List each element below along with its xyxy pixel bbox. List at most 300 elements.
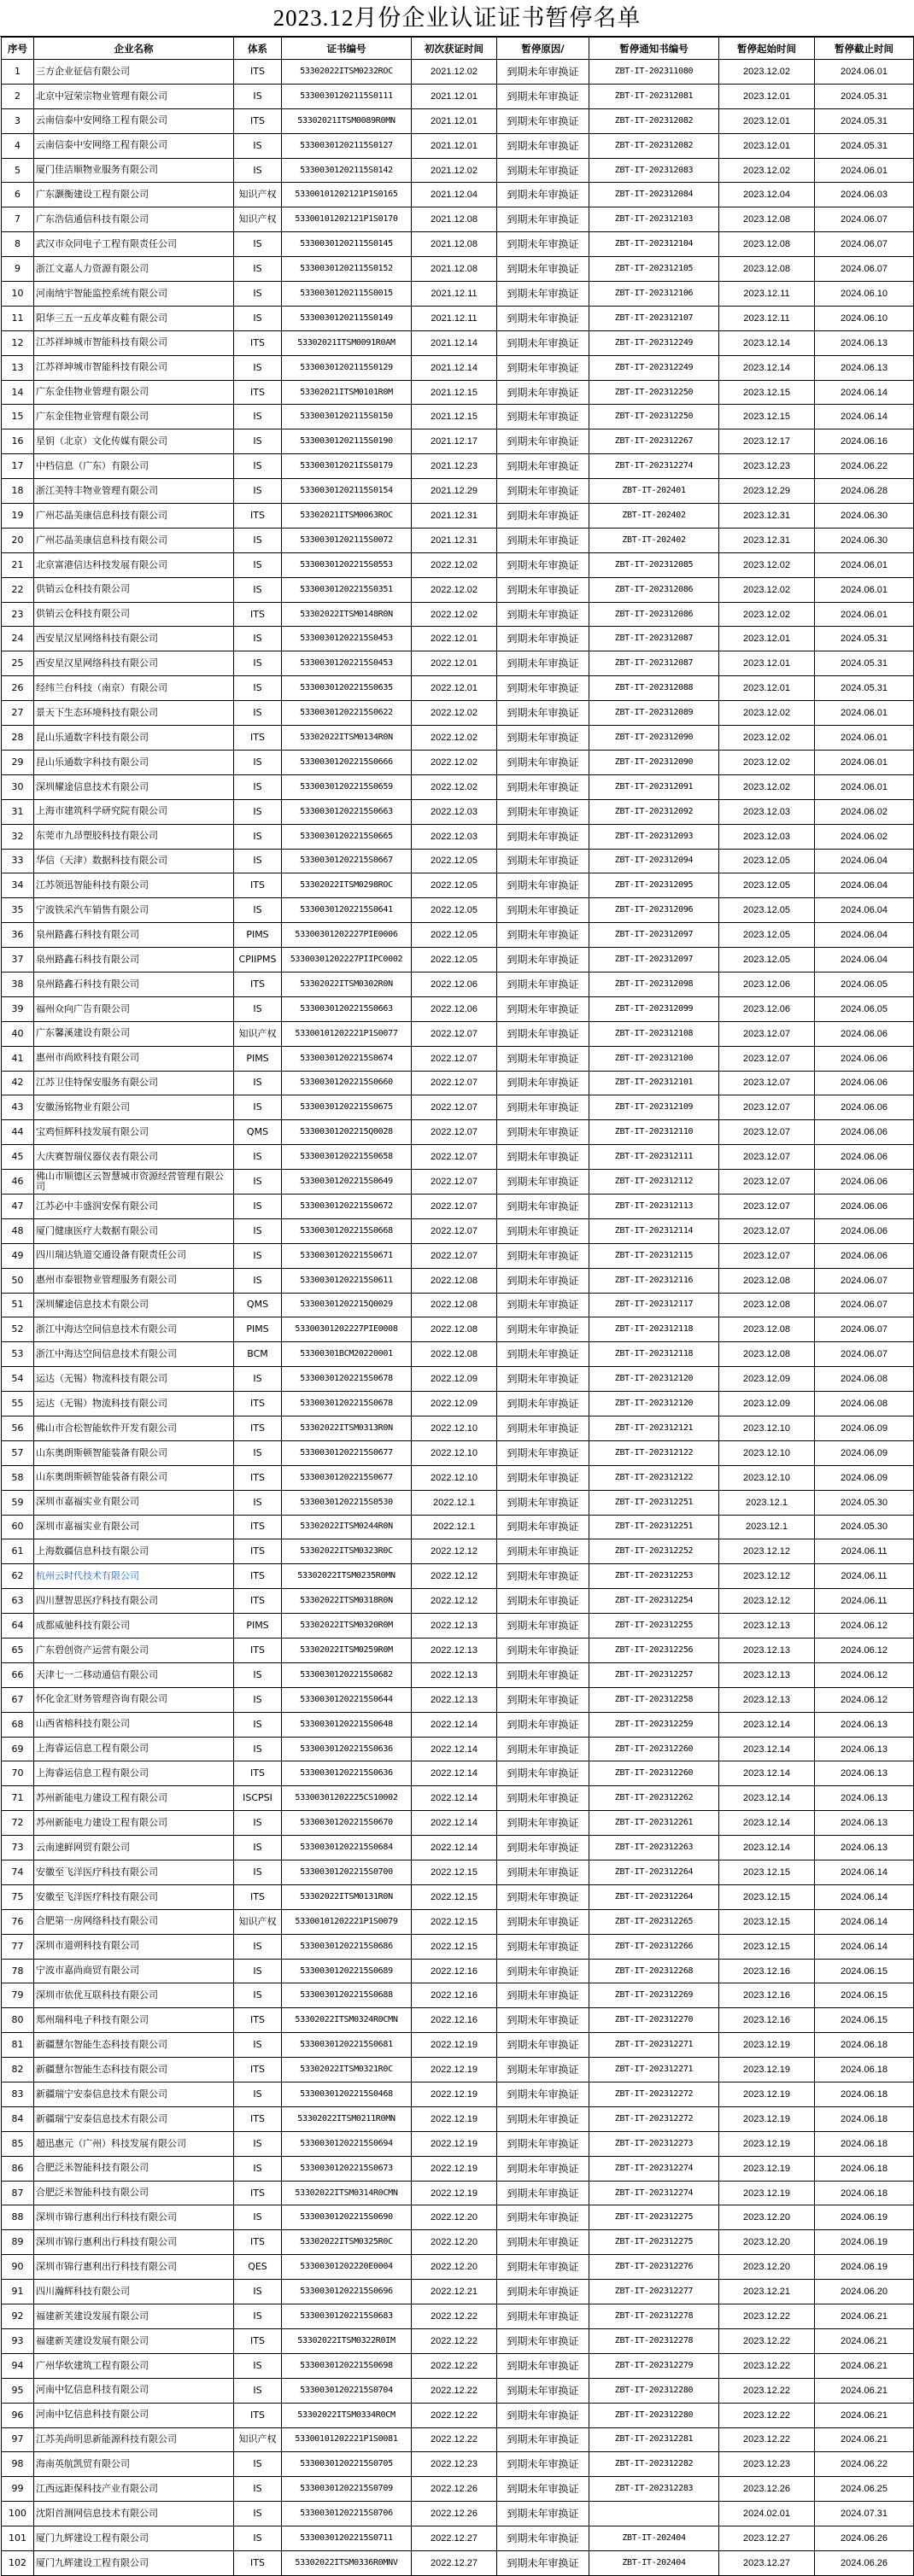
first-date: 2022.12.08: [412, 1317, 497, 1342]
first-date: 2022.12.01: [412, 627, 497, 651]
suspend-start: 2023.12.22: [719, 2304, 815, 2329]
suspend-end: 2024.06.06: [815, 1243, 914, 1268]
notice-number: [589, 2502, 719, 2526]
table-row: [2, 577, 914, 602]
suspend-start: 2023.12.15: [719, 1909, 815, 1934]
suspend-start: 2023.12.05: [719, 948, 815, 973]
first-date: 2022.12.02: [412, 552, 497, 577]
notice-number: ZBT-IT-202401: [589, 479, 719, 504]
table-row: [2, 2082, 914, 2107]
suspend-start: 2023.12.19: [719, 2181, 815, 2205]
notice-number: ZBT-IT-202312262: [589, 1786, 719, 1811]
first-date: 2022.12.05: [412, 923, 497, 948]
company-name: 深圳市嘉福实业有限公司: [34, 1515, 234, 1539]
first-date: 2022.12.02: [412, 750, 497, 774]
first-date: 2022.12.21: [412, 2280, 497, 2304]
suspend-end: 2024.06.14: [815, 1884, 914, 1909]
notice-number: ZBT-IT-202312278: [589, 2328, 719, 2353]
company-name: 景天下生态环境科技有限公司: [34, 701, 234, 726]
row-index: 6: [2, 183, 34, 207]
suspend-reason: 到期未年审换证: [497, 306, 589, 330]
suspend-end: 2024.06.06: [815, 1194, 914, 1218]
system: IS: [234, 133, 282, 158]
row-index: 22: [2, 577, 34, 602]
suspend-start: 2023.12.15: [719, 405, 815, 429]
notice-number: ZBT-IT-202312114: [589, 1218, 719, 1243]
notice-number: ZBT-IT-202312108: [589, 1021, 719, 1046]
suspend-reason: 到期未年审换证: [497, 207, 589, 232]
suspend-start: 2023.12.02: [719, 158, 815, 183]
table-row: [2, 1071, 914, 1095]
suspend-end: 2024.06.05: [815, 996, 914, 1021]
first-date: 2021.12.31: [412, 528, 497, 552]
company-name: 江苏领迅智能科技有限公司: [34, 873, 234, 898]
notice-number: ZBT-IT-202312097: [589, 923, 719, 948]
notice-number: ZBT-IT-202312082: [589, 133, 719, 158]
suspend-reason: 到期未年审换证: [497, 158, 589, 183]
table-row: [2, 1367, 914, 1392]
table-row: [2, 1712, 914, 1737]
company-name: 云南信泰中安网络工程有限公司: [34, 108, 234, 133]
company-name: 浙江美特丰物业管理有限公司: [34, 479, 234, 504]
table-row: [2, 2156, 914, 2181]
system: IS: [234, 1218, 282, 1243]
row-index: 5: [2, 158, 34, 183]
table-row: [2, 158, 914, 183]
row-index: 20: [2, 528, 34, 552]
first-date: 2022.12.16: [412, 2008, 497, 2033]
notice-number: ZBT-IT-202312090: [589, 726, 719, 751]
first-date: 2022.12.07: [412, 1145, 497, 1170]
company-name: 深圳市道朔科技有限公司: [34, 1934, 234, 1959]
suspend-start: 2023.12.11: [719, 282, 815, 307]
company-name: 郑州瑞科电子科技有限公司: [34, 2008, 234, 2033]
company-name: 江苏卫佳特保安服务有限公司: [34, 1071, 234, 1095]
system: ITS: [234, 1589, 282, 1614]
suspend-start: 2023.12.12: [719, 1564, 815, 1589]
suspend-start: 2023.12.19: [719, 2131, 815, 2156]
cert-number: 53300301202215S0658: [282, 1145, 412, 1170]
suspend-end: 2024.06.07: [815, 1342, 914, 1367]
cert-number: 53300301202215Q0028: [282, 1120, 412, 1145]
suspend-end: 2024.06.01: [815, 701, 914, 726]
table-row: [2, 726, 914, 751]
row-index: 94: [2, 2353, 34, 2378]
cert-number: 53302021ITSM0063ROC: [282, 504, 412, 529]
row-index: 15: [2, 405, 34, 429]
company-name: 深圳市依优互联科技有限公司: [34, 1983, 234, 2008]
table-row: [2, 1342, 914, 1367]
cert-number: 53300301202215S0684: [282, 1836, 412, 1860]
suspend-reason: 到期未年审换证: [497, 1194, 589, 1218]
table-row: [2, 405, 914, 429]
suspend-end: 2024.06.16: [815, 429, 914, 454]
header-index: 序号: [2, 38, 34, 60]
system: IS: [234, 1983, 282, 2008]
system: IS: [234, 1145, 282, 1170]
cert-number: 53300301202215S0660: [282, 1071, 412, 1095]
company-name: 合肥泛米智能科技有限公司: [34, 2181, 234, 2205]
table-row: [2, 2058, 914, 2082]
suspend-reason: 到期未年审换证: [497, 232, 589, 257]
notice-number: ZBT-IT-202312111: [589, 1145, 719, 1170]
suspend-reason: 到期未年审换证: [497, 282, 589, 307]
notice-number: ZBT-IT-202312107: [589, 306, 719, 330]
table-row: [2, 1392, 914, 1417]
system: IS: [234, 1071, 282, 1095]
row-index: 26: [2, 676, 34, 701]
table-row: [2, 1293, 914, 1317]
notice-number: ZBT-IT-202312261: [589, 1811, 719, 1836]
company-name: 华信（天津）数据科技有限公司: [34, 849, 234, 873]
company-name: 江苏美尚明思新能源科技有限公司: [34, 2427, 234, 2452]
suspension-table: [1, 37, 914, 2576]
table-row: [2, 2181, 914, 2205]
notice-number: ZBT-IT-202312094: [589, 849, 719, 873]
notice-number: ZBT-IT-202312249: [589, 355, 719, 380]
suspend-end: 2024.06.07: [815, 207, 914, 232]
system: IS: [234, 2526, 282, 2551]
company-name: 新疆瑞宁安泰信息技术有限公司: [34, 2106, 234, 2131]
first-date: 2022.12.20: [412, 2230, 497, 2255]
company-name: 天津七一二移动通信有限公司: [34, 1662, 234, 1687]
suspend-start: 2023.12.07: [719, 1243, 815, 1268]
notice-number: ZBT-IT-202312095: [589, 873, 719, 898]
notice-number: ZBT-IT-202312275: [589, 2230, 719, 2255]
company-name: 合肥第一房网络科技有限公司: [34, 1909, 234, 1934]
first-date: 2022.12.02: [412, 577, 497, 602]
row-index: 16: [2, 429, 34, 454]
suspend-start: 2023.12.22: [719, 2427, 815, 2452]
table-row: [2, 429, 914, 454]
row-index: 79: [2, 1983, 34, 2008]
cert-number: 53302022ITSM0148R0N: [282, 602, 412, 627]
notice-number: ZBT-IT-202312274: [589, 454, 719, 479]
first-date: 2022.12.13: [412, 1614, 497, 1638]
notice-number: ZBT-IT-202312264: [589, 1860, 719, 1885]
suspend-end: 2024.06.11: [815, 1564, 914, 1589]
suspend-reason: 到期未年审换证: [497, 676, 589, 701]
row-index: 93: [2, 2328, 34, 2353]
row-index: 84: [2, 2106, 34, 2131]
suspend-reason: 到期未年审换证: [497, 701, 589, 726]
suspend-start: 2023.12.12: [719, 1539, 815, 1564]
row-index: 101: [2, 2526, 34, 2551]
notice-number: ZBT-IT-202312274: [589, 2181, 719, 2205]
system: IS: [234, 1440, 282, 1465]
table-row: [2, 1811, 914, 1836]
suspend-reason: 到期未年审换证: [497, 1392, 589, 1417]
row-index: 76: [2, 1909, 34, 1934]
suspend-reason: 到期未年审换证: [497, 1983, 589, 2008]
company-name: 新疆瑞宁安泰信息技术有限公司: [34, 2082, 234, 2107]
row-index: 85: [2, 2131, 34, 2156]
table-row: [2, 1465, 914, 1490]
cert-number: 53300301202215S0611: [282, 1268, 412, 1293]
suspend-start: 2023.12.10: [719, 1416, 815, 1440]
system: IS: [234, 552, 282, 577]
cert-number: 53300301202215S0666: [282, 750, 412, 774]
cert-number: 53300301202115S0127: [282, 133, 412, 158]
first-date: 2022.12.01: [412, 676, 497, 701]
company-name: 泉州路鑫石科技有限公司: [34, 972, 234, 996]
system: IS: [234, 1243, 282, 1268]
suspend-start: 2023.12.01: [719, 651, 815, 676]
row-index: 21: [2, 552, 34, 577]
suspend-start: 2023.12.14: [719, 1761, 815, 1786]
cert-number: 53300301202215S0689: [282, 1959, 412, 1983]
system: IS: [234, 2156, 282, 2181]
system: IS: [234, 2502, 282, 2526]
suspend-start: 2023.12.14: [719, 1786, 815, 1811]
cert-number: 53300301202215S0681: [282, 2033, 412, 2058]
suspend-reason: 到期未年审换证: [497, 873, 589, 898]
suspend-reason: 到期未年审换证: [497, 2156, 589, 2181]
cert-number: 53300101202221P1S0079: [282, 1909, 412, 1934]
suspend-start: 2023.12.10: [719, 1440, 815, 1465]
company-name: 广州芯晶美康信息科技有限公司: [34, 528, 234, 552]
system: 知识产权: [234, 183, 282, 207]
company-name: 佛山市顺德区云智慧城市资源经营管理有限公司: [34, 1170, 234, 1195]
row-index: 2: [2, 84, 34, 108]
company-name: 宝鸡恒辉科技发展有限公司: [34, 1120, 234, 1145]
suspend-end: 2024.06.13: [815, 1786, 914, 1811]
company-name: 新疆慧尔智能生态科技有限公司: [34, 2058, 234, 2082]
suspend-end: 2024.06.25: [815, 2477, 914, 2502]
company-name: 广东金佳物业管理有限公司: [34, 380, 234, 405]
company-name: 厦门佳洁顺物业服务有限公司: [34, 158, 234, 183]
row-index: 36: [2, 923, 34, 948]
table-body: [2, 60, 914, 2576]
notice-number: ZBT-IT-202312103: [589, 207, 719, 232]
cert-number: 53300301202215S0682: [282, 1662, 412, 1687]
table-row: [2, 1490, 914, 1515]
system: IS: [234, 1959, 282, 1983]
system: IS: [234, 2205, 282, 2230]
first-date: 2022.12.26: [412, 2477, 497, 2502]
row-index: 63: [2, 1589, 34, 1614]
suspend-end: 2024.06.13: [815, 1712, 914, 1737]
suspend-reason: 到期未年审换证: [497, 1712, 589, 1737]
suspend-reason: 到期未年审换证: [497, 1218, 589, 1243]
cert-number: 53300301202220E0004: [282, 2255, 412, 2280]
notice-number: ZBT-IT-202312283: [589, 2477, 719, 2502]
notice-number: ZBT-IT-202312100: [589, 1046, 719, 1071]
table-row: [2, 799, 914, 824]
notice-number: ZBT-IT-202312104: [589, 232, 719, 257]
suspend-end: 2024.06.12: [815, 1614, 914, 1638]
suspend-start: 2023.12.17: [719, 429, 815, 454]
suspend-reason: 到期未年审换证: [497, 2353, 589, 2378]
company-name: 运达（无锡）物流科技有限公司: [34, 1367, 234, 1392]
table-row: [2, 2378, 914, 2403]
table-row: [2, 1934, 914, 1959]
table-row: [2, 1515, 914, 1539]
company-name: 运达（无锡）物流科技有限公司: [34, 1392, 234, 1417]
first-date: 2022.12.07: [412, 1120, 497, 1145]
suspend-end: 2024.05.31: [815, 108, 914, 133]
company-name: 河南中钇信息科技有限公司: [34, 2403, 234, 2427]
suspend-reason: 到期未年审换证: [497, 2477, 589, 2502]
first-date: 2021.12.15: [412, 380, 497, 405]
system: ITS: [234, 2008, 282, 2033]
system: IS: [234, 1268, 282, 1293]
row-index: 97: [2, 2427, 34, 2452]
notice-number: ZBT-IT-202402: [589, 528, 719, 552]
cert-number: 53300301202215S0671: [282, 1243, 412, 1268]
suspend-start: 2023.12.1: [719, 1515, 815, 1539]
first-date: 2022.12.07: [412, 1021, 497, 1046]
company-name: 泉州路鑫石科技有限公司: [34, 948, 234, 973]
notice-number: ZBT-IT-202312120: [589, 1367, 719, 1392]
suspend-end: 2024.05.31: [815, 84, 914, 108]
suspend-reason: 到期未年审换证: [497, 1170, 589, 1195]
cert-number: 53300301202215S0648: [282, 1712, 412, 1737]
cert-number: 53302022ITSM0232ROC: [282, 60, 412, 85]
suspend-reason: 到期未年审换证: [497, 355, 589, 380]
cert-number: 53302022ITSM0235R0MN: [282, 1564, 412, 1589]
row-index: 43: [2, 1095, 34, 1120]
suspend-end: 2024.06.06: [815, 1170, 914, 1195]
system: QMS: [234, 1120, 282, 1145]
notice-number: ZBT-IT-202312101: [589, 1071, 719, 1095]
company-name: 厦门健康医疗大数据有限公司: [34, 1218, 234, 1243]
suspend-end: 2024.06.08: [815, 1392, 914, 1417]
notice-number: ZBT-IT-202312251: [589, 1490, 719, 1515]
system: IS: [234, 2378, 282, 2403]
first-date: 2022.12.02: [412, 602, 497, 627]
company-name: 上海市建筑科学研究院有限公司: [34, 799, 234, 824]
row-index: 66: [2, 1662, 34, 1687]
suspend-end: 2024.06.04: [815, 923, 914, 948]
first-date: 2022.12.02: [412, 701, 497, 726]
system: IS: [234, 2452, 282, 2477]
first-date: 2022.12.06: [412, 996, 497, 1021]
company-name: 合肥泛米智能科技有限公司: [34, 2156, 234, 2181]
table-row: [2, 60, 914, 85]
table-row: [2, 701, 914, 726]
suspend-start: 2023.12.08: [719, 1342, 815, 1367]
company-name: 超迅惠元（广州）科技发展有限公司: [34, 2131, 234, 2156]
suspend-start: 2023.12.16: [719, 1983, 815, 2008]
first-date: 2022.12.19: [412, 2106, 497, 2131]
row-index: 52: [2, 1317, 34, 1342]
suspend-reason: 到期未年审换证: [497, 2230, 589, 2255]
row-index: 70: [2, 1761, 34, 1786]
system: ITS: [234, 1884, 282, 1909]
table-row: [2, 479, 914, 504]
first-date: 2022.12.03: [412, 824, 497, 849]
notice-number: ZBT-IT-202312255: [589, 1614, 719, 1638]
table-row: [2, 824, 914, 849]
suspend-start: 2023.12.20: [719, 2255, 815, 2280]
cert-number: 53300301202215S0667: [282, 849, 412, 873]
table-row: [2, 2452, 914, 2477]
table-row: [2, 1860, 914, 1885]
company-name: 供销云仓科技有限公司: [34, 602, 234, 627]
notice-number: ZBT-IT-202312105: [589, 257, 719, 282]
suspend-end: 2024.05.30: [815, 1490, 914, 1515]
notice-number: ZBT-IT-202312121: [589, 1416, 719, 1440]
first-date: 2022.12.06: [412, 972, 497, 996]
row-index: 48: [2, 1218, 34, 1243]
first-date: 2022.12.19: [412, 2131, 497, 2156]
suspend-reason: 到期未年审换证: [497, 183, 589, 207]
suspend-end: 2024.06.18: [815, 2033, 914, 2058]
suspend-reason: 到期未年审换证: [497, 1884, 589, 1909]
suspend-end: 2024.06.07: [815, 232, 914, 257]
suspend-start: 2023.12.07: [719, 1046, 815, 1071]
system: IS: [234, 2280, 282, 2304]
table-row: [2, 1218, 914, 1243]
table-row: [2, 676, 914, 701]
system: ITS: [234, 2106, 282, 2131]
suspend-end: 2024.06.01: [815, 552, 914, 577]
suspend-reason: 到期未年审换证: [497, 1786, 589, 1811]
system: IS: [234, 996, 282, 1021]
table-row: [2, 1170, 914, 1195]
company-name: 宁波市嘉尚商贸有限公司: [34, 1959, 234, 1983]
suspend-end: 2024.05.31: [815, 651, 914, 676]
cert-number: 53302021ITSM0089R0MN: [282, 108, 412, 133]
cert-number: 53300301202215S0530: [282, 1490, 412, 1515]
suspend-reason: 到期未年审换证: [497, 1934, 589, 1959]
suspend-start: 2023.12.02: [719, 774, 815, 799]
suspend-start: 2023.12.16: [719, 1959, 815, 1983]
cert-number: 53300301202215S0668: [282, 1218, 412, 1243]
cert-number: 53300301202215S0706: [282, 2502, 412, 2526]
company-name: 沈阳首测网信息技术有限公司: [34, 2502, 234, 2526]
system: 知识产权: [234, 2427, 282, 2452]
first-date: 2021.12.01: [412, 108, 497, 133]
company-name: 西安星汉星网络科技有限公司: [34, 651, 234, 676]
company-name: 海南英航凯贸有限公司: [34, 2452, 234, 2477]
suspend-start: 2023.12.07: [719, 1194, 815, 1218]
header-row: [2, 38, 914, 60]
system: IS: [234, 2033, 282, 2058]
suspend-reason: 到期未年审换证: [497, 2033, 589, 2058]
row-index: 58: [2, 1465, 34, 1490]
suspend-reason: 到期未年审换证: [497, 2106, 589, 2131]
notice-number: ZBT-IT-202312254: [589, 1589, 719, 1614]
suspend-end: 2024.06.03: [815, 183, 914, 207]
notice-number: ZBT-IT-202312109: [589, 1095, 719, 1120]
system: IS: [234, 1095, 282, 1120]
notice-number: ZBT-IT-202312117: [589, 1293, 719, 1317]
suspend-start: 2023.12.07: [719, 1120, 815, 1145]
row-index: 4: [2, 133, 34, 158]
table-row: [2, 2328, 914, 2353]
first-date: 2022.12.07: [412, 1046, 497, 1071]
suspend-reason: 到期未年审换证: [497, 602, 589, 627]
first-date: 2022.12.07: [412, 1194, 497, 1218]
row-index: 50: [2, 1268, 34, 1293]
system: IS: [234, 1170, 282, 1195]
suspend-end: 2024.06.18: [815, 2131, 914, 2156]
cert-number: 53302022ITSM0244R0N: [282, 1515, 412, 1539]
company-name: 深圳市锦行惠利出行科技有限公司: [34, 2230, 234, 2255]
suspend-end: 2024.06.20: [815, 2280, 914, 2304]
suspend-reason: 到期未年审换证: [497, 1515, 589, 1539]
suspend-end: 2024.05.31: [815, 627, 914, 651]
system: IS: [234, 2131, 282, 2156]
system: ITS: [234, 1539, 282, 1564]
table-row: [2, 2205, 914, 2230]
table-row: [2, 2502, 914, 2526]
notice-number: ZBT-IT-202312276: [589, 2255, 719, 2280]
company-name: 昆山乐通数字科技有限公司: [34, 750, 234, 774]
first-date: 2022.12.09: [412, 1367, 497, 1392]
